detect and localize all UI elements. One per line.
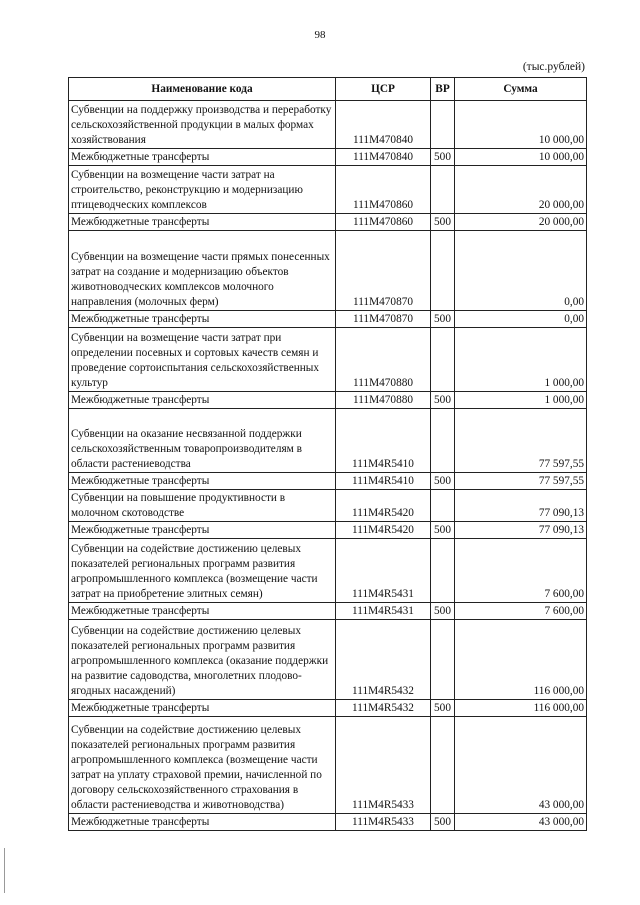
row-sum: 10 000,00 (455, 101, 587, 149)
row-name: Субвенции на поддержку производства и переработку сельскохозяйственной продукции в малых формах хозяйствования (69, 101, 336, 149)
row-vr (431, 166, 455, 214)
row-sum: 116 000,00 (455, 620, 587, 700)
table-row (69, 311, 587, 328)
row-name: Межбюджетные трансферты (69, 149, 336, 166)
row-vr: 500 (431, 814, 455, 831)
row-vr (431, 490, 455, 522)
row-csr: 111М470870 (336, 311, 431, 328)
row-sum: 20 000,00 (455, 214, 587, 231)
row-csr: 111М4R5410 (336, 409, 431, 473)
row-name: Межбюджетные трансферты (69, 522, 336, 539)
table-row (69, 409, 587, 473)
row-name: Межбюджетные трансферты (69, 214, 336, 231)
row-name: Межбюджетные трансферты (69, 603, 336, 620)
table-row (69, 328, 587, 392)
row-name: Межбюджетные трансферты (69, 814, 336, 831)
table-row (69, 522, 587, 539)
row-csr: 111М470880 (336, 392, 431, 409)
row-sum: 77 090,13 (455, 522, 587, 539)
row-vr: 500 (431, 522, 455, 539)
table-row (69, 490, 587, 522)
table-row (69, 231, 587, 311)
row-vr (431, 717, 455, 814)
row-csr: 111М4R5433 (336, 717, 431, 814)
row-name: Субвенции на содействие достижению целевых показателей региональных программ развития агропромышленного комплекса (возмещение части затрат на уплату страховой премии, начисленной по договору сельскохозяйственного страхования в области растениеводства и животноводства) (69, 717, 336, 814)
row-csr: 111М470860 (336, 214, 431, 231)
row-csr: 111М470860 (336, 166, 431, 214)
row-csr: 111М470870 (336, 231, 431, 311)
row-sum: 77 090,13 (455, 490, 587, 522)
table-row (69, 101, 587, 149)
row-csr: 111М4R5433 (336, 814, 431, 831)
row-sum: 20 000,00 (455, 166, 587, 214)
row-name: Межбюджетные трансферты (69, 311, 336, 328)
row-sum: 0,00 (455, 311, 587, 328)
row-csr: 111М4R5432 (336, 620, 431, 700)
row-name: Межбюджетные трансферты (69, 700, 336, 717)
margin-mark (4, 848, 5, 893)
row-vr: 500 (431, 214, 455, 231)
table-row (69, 814, 587, 831)
row-vr (431, 101, 455, 149)
row-vr (431, 539, 455, 603)
row-vr: 500 (431, 700, 455, 717)
row-sum: 10 000,00 (455, 149, 587, 166)
row-sum: 77 597,55 (455, 473, 587, 490)
row-csr: 111М470880 (336, 328, 431, 392)
row-name: Межбюджетные трансферты (69, 392, 336, 409)
row-sum: 1 000,00 (455, 392, 587, 409)
table-row (69, 149, 587, 166)
row-vr (431, 409, 455, 473)
table-row (69, 603, 587, 620)
header-sum: Сумма (455, 78, 587, 101)
row-sum: 43 000,00 (455, 814, 587, 831)
table-row (69, 539, 587, 603)
table-header-row (69, 78, 587, 101)
row-sum: 43 000,00 (455, 717, 587, 814)
row-vr: 500 (431, 149, 455, 166)
table-row (69, 473, 587, 490)
row-csr: 111М4R5432 (336, 700, 431, 717)
row-csr: 111М4R5410 (336, 473, 431, 490)
header-name: Наименование кода (69, 78, 336, 101)
row-vr (431, 231, 455, 311)
row-name: Субвенции на оказание несвязанной поддержки сельскохозяйственным товаропроизводителям в области растениеводства (69, 409, 336, 473)
row-csr: 111М4R5431 (336, 603, 431, 620)
table-row (69, 700, 587, 717)
row-name: Субвенции на содействие достижению целевых показателей региональных программ развития агропромышленного комплекса (возмещение части затрат на приобретение элитных семян) (69, 539, 336, 603)
row-sum: 0,00 (455, 231, 587, 311)
row-vr: 500 (431, 603, 455, 620)
units-label: (тыс.рублей) (522, 61, 585, 73)
row-vr (431, 328, 455, 392)
table-row (69, 392, 587, 409)
row-csr: 111М470840 (336, 101, 431, 149)
row-vr (431, 620, 455, 700)
row-name: Субвенции на возмещение части прямых понесенных затрат на создание и модернизацию объектов животноводческих комплексов молочного направления (молочных ферм) (69, 231, 336, 311)
row-sum: 7 600,00 (455, 539, 587, 603)
row-name: Межбюджетные трансферты (69, 473, 336, 490)
header-csr: ЦСР (336, 78, 431, 101)
row-name: Субвенции на возмещение части затрат при определении посевных и сортовых качеств семян и проведение сортоиспытания сельскохозяйственных культур (69, 328, 336, 392)
row-csr: 111М4R5420 (336, 490, 431, 522)
row-csr: 111М470840 (336, 149, 431, 166)
table-row (69, 717, 587, 814)
row-name: Субвенции на повышение продуктивности в молочном скотоводстве (69, 490, 336, 522)
table-row (69, 620, 587, 700)
row-csr: 111М4R5420 (336, 522, 431, 539)
row-csr: 111М4R5431 (336, 539, 431, 603)
row-vr: 500 (431, 392, 455, 409)
row-sum: 1 000,00 (455, 328, 587, 392)
page-number: 98 (314, 29, 326, 41)
row-sum: 77 597,55 (455, 409, 587, 473)
row-name: Субвенции на содействие достижению целевых показателей региональных программ развития агропромышленного комплекса (оказание поддержки на развитие садоводства, многолетних плодово-ягодных насаждений) (69, 620, 336, 700)
row-vr: 500 (431, 473, 455, 490)
row-vr: 500 (431, 311, 455, 328)
table-row (69, 166, 587, 214)
row-sum: 116 000,00 (455, 700, 587, 717)
table-row (69, 214, 587, 231)
row-name: Субвенции на возмещение части затрат на строительство, реконструкцию и модернизацию птицеводческих комплексов (69, 166, 336, 214)
budget-table (68, 77, 587, 831)
header-vr: ВР (431, 78, 455, 101)
row-sum: 7 600,00 (455, 603, 587, 620)
